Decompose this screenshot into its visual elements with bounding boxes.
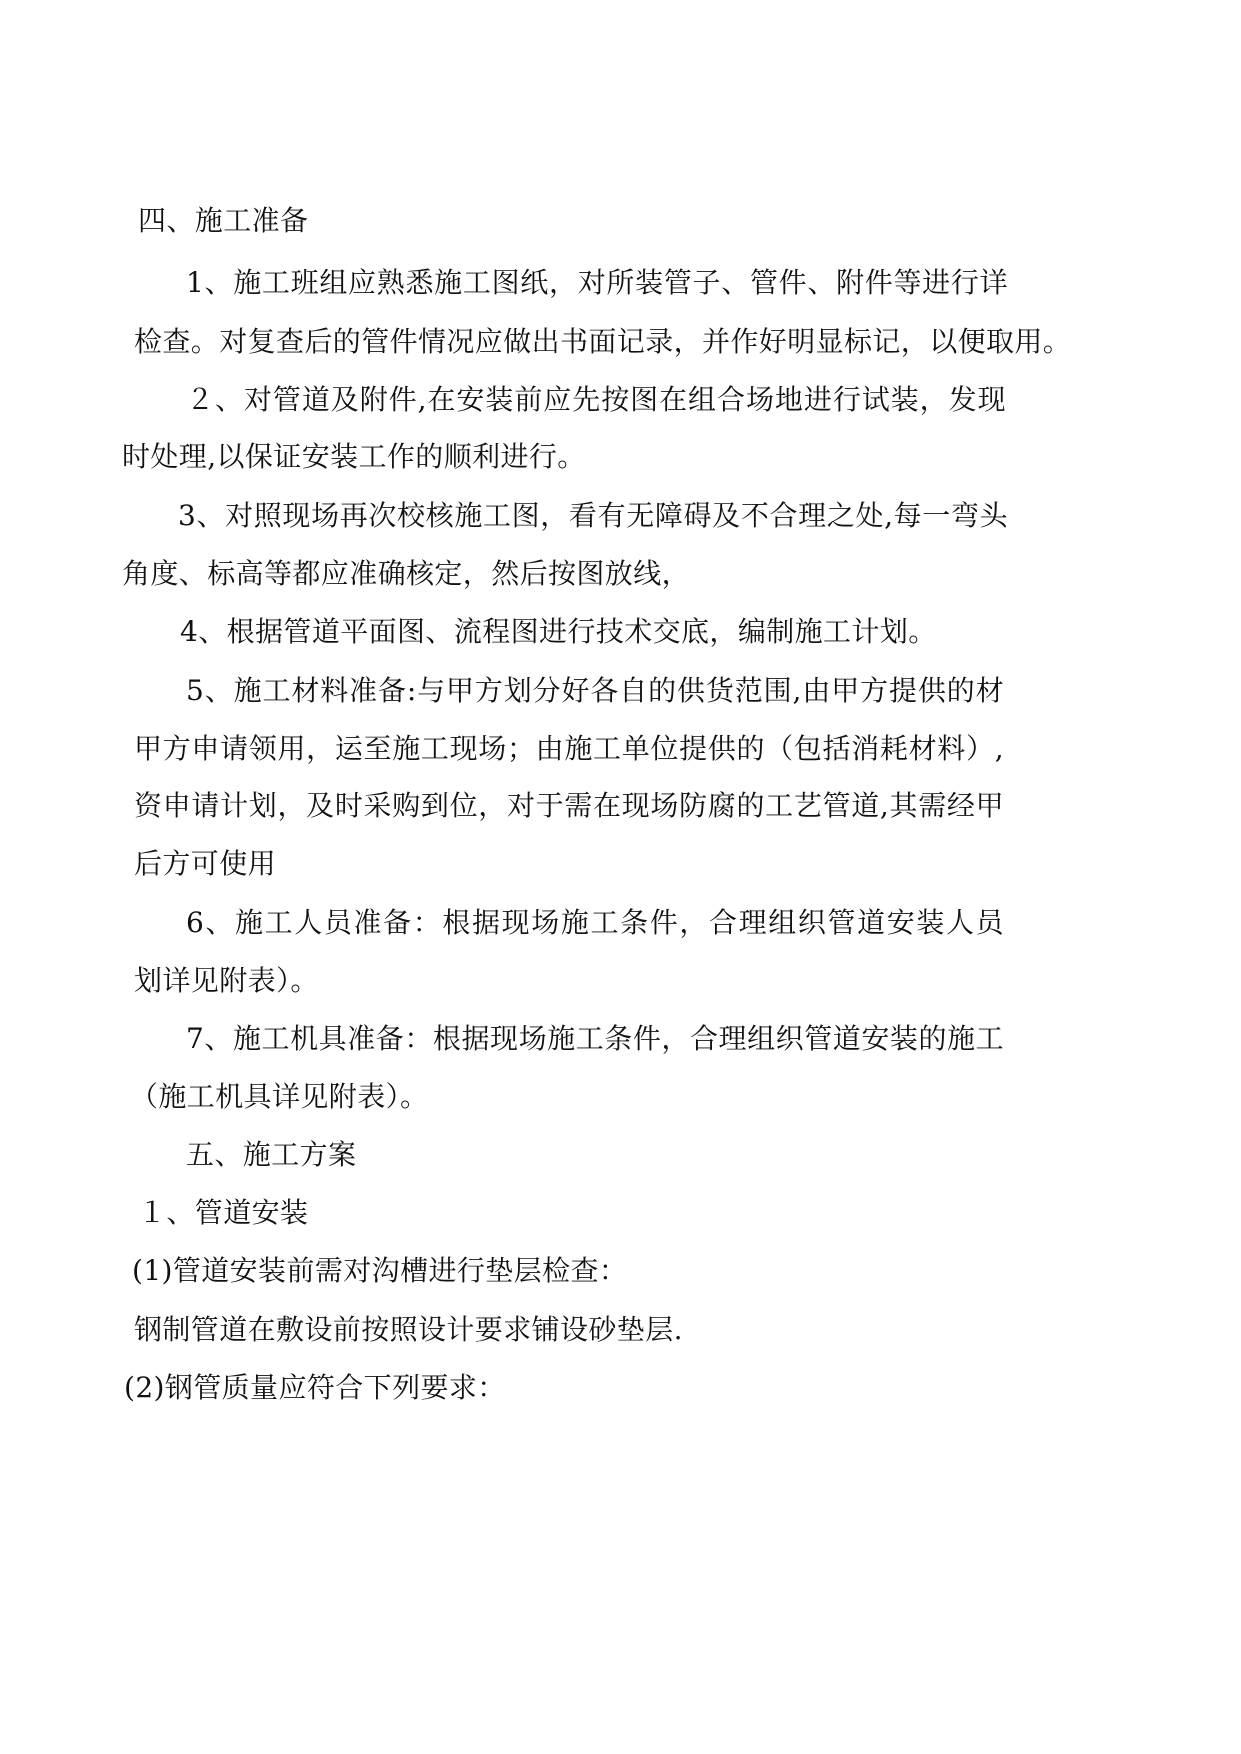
paragraph-3-line-2: 角度、标高等都应准确核定，然后按图放线， xyxy=(122,557,691,590)
paragraph-3-line-1: 3、对照现场再次校核施工图，看有无障碍及不合理之处,每一弯头 xyxy=(178,499,1008,532)
subsection-heading-1: １、管道安装 xyxy=(138,1196,309,1229)
item-1-text: 钢制管道在敷设前按照设计要求铺设砂垫层. xyxy=(134,1313,683,1346)
paragraph-6-line-1: 6、施工人员准备：根据现场施工条件，合理组织管道安装人员 xyxy=(186,906,1004,939)
item-1-heading: (1)管道安装前需对沟槽进行垫层检查： xyxy=(132,1254,628,1287)
paragraph-7-line-1: 7、施工机具准备：根据现场施工条件，合理组织管道安装的施工 xyxy=(186,1022,1004,1055)
paragraph-6-line-2: 划详见附表）。 xyxy=(134,964,319,997)
item-2-heading: (2)钢管质量应符合下列要求： xyxy=(124,1371,506,1404)
paragraph-5-line-1: 5、施工材料准备:与甲方划分好各自的供货范围,由甲方提供的材 xyxy=(186,674,1004,707)
section-heading-5: 五、施工方案 xyxy=(186,1138,357,1171)
section-heading-4: 四、施工准备 xyxy=(138,204,309,237)
paragraph-5-line-4: 后方可使用 xyxy=(134,847,277,880)
paragraph-2-line-2: 时处理,以保证安装工作的顺利进行。 xyxy=(122,440,586,473)
paragraph-1-line-1: 1、施工班组应熟悉施工图纸，对所装管子、管件、附件等进行详 xyxy=(186,266,1008,299)
paragraph-5-line-2: 甲方申请领用，运至施工现场；由施工单位提供的（包括消耗材料）, xyxy=(134,732,1004,765)
paragraph-2-line-1: ２、对管道及附件,在安装前应先按图在组合场地进行试装，发现 xyxy=(186,383,1006,416)
paragraph-4: 4、根据管道平面图、流程图进行技术交底，编制施工计划。 xyxy=(180,615,937,648)
paragraph-5-line-3: 资申请计划，及时采购到位，对于需在现场防腐的工艺管道,其需经甲 xyxy=(134,789,1004,822)
paragraph-1-line-2: 检查。对复查后的管件情况应做出书面记录，并作好明显标记，以便取用。 xyxy=(134,325,1072,358)
paragraph-7-line-2: （施工机具详见附表）。 xyxy=(130,1080,429,1113)
